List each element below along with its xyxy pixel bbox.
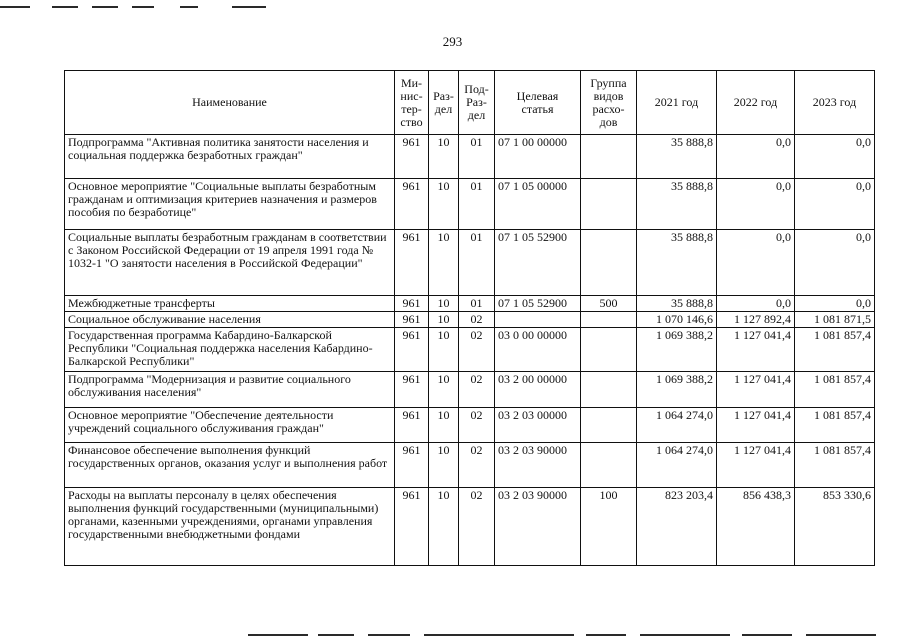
table-row — [65, 328, 875, 372]
header-section-line: Раз- — [433, 88, 454, 103]
row-section: 10 — [429, 296, 459, 312]
row-2022: 0,0 — [717, 296, 795, 312]
table-row — [65, 488, 875, 566]
header-ministry-line: нис- — [400, 88, 423, 103]
table-row — [65, 179, 875, 230]
header-ministry-line: ство — [400, 114, 423, 129]
row-2021: 1 069 388,2 — [637, 328, 717, 372]
table-row — [65, 312, 875, 328]
row-section: 10 — [429, 488, 459, 566]
row-2022: 0,0 — [717, 230, 795, 296]
header-target-line: Целевая — [516, 88, 559, 103]
row-section: 10 — [429, 312, 459, 328]
row-expense-group — [581, 312, 637, 328]
row-expense-group — [581, 135, 637, 179]
header-ministry — [395, 71, 429, 135]
header-target-line: статья — [521, 101, 554, 116]
row-ministry: 961 — [395, 443, 429, 488]
row-2022: 1 127 041,4 — [717, 328, 795, 372]
row-2023: 0,0 — [795, 179, 875, 230]
row-section: 10 — [429, 408, 459, 443]
header-subsection-line: Раз- — [466, 95, 487, 109]
row-2021: 35 888,8 — [637, 296, 717, 312]
row-subsection: 01 — [459, 296, 495, 312]
row-ministry: 961 — [395, 328, 429, 372]
row-expense-group — [581, 443, 637, 488]
row-2021: 1 070 146,6 — [637, 312, 717, 328]
scan-artifact-top — [232, 6, 266, 8]
row-ministry: 961 — [395, 296, 429, 312]
row-2023: 1 081 857,4 — [795, 372, 875, 408]
header-subsection-line: Под- — [464, 82, 489, 96]
row-2022: 856 438,3 — [717, 488, 795, 566]
row-target: 07 1 05 00000 — [495, 179, 581, 230]
row-target: 03 2 00 00000 — [495, 372, 581, 408]
row-2022: 1 127 041,4 — [717, 408, 795, 443]
row-expense-group — [581, 179, 637, 230]
row-expense-group: 500 — [581, 296, 637, 312]
header-section — [429, 71, 459, 135]
row-target: 07 1 00 00000 — [495, 135, 581, 179]
row-2023: 853 330,6 — [795, 488, 875, 566]
row-name: Финансовое обеспечение выполнения функций государственных органов, оказания услуг и выполнения работ — [65, 443, 395, 488]
scan-artifact-bottom — [424, 634, 574, 636]
row-2023: 1 081 857,4 — [795, 408, 875, 443]
row-2022: 0,0 — [717, 179, 795, 230]
row-2023: 1 081 871,5 — [795, 312, 875, 328]
table-row — [65, 443, 875, 488]
row-2023: 0,0 — [795, 230, 875, 296]
row-2022: 0,0 — [717, 135, 795, 179]
table-row — [65, 135, 875, 179]
header-subsection-line: дел — [467, 108, 486, 122]
row-subsection: 02 — [459, 328, 495, 372]
row-expense-group: 100 — [581, 488, 637, 566]
row-2023: 0,0 — [795, 135, 875, 179]
row-2021: 35 888,8 — [637, 230, 717, 296]
scan-artifact-bottom — [806, 634, 876, 636]
row-subsection: 01 — [459, 135, 495, 179]
table-row — [65, 372, 875, 408]
row-ministry: 961 — [395, 135, 429, 179]
row-ministry: 961 — [395, 312, 429, 328]
row-2021: 35 888,8 — [637, 135, 717, 179]
row-subsection: 02 — [459, 443, 495, 488]
scan-artifact-bottom — [248, 634, 308, 636]
row-2022: 1 127 892,4 — [717, 312, 795, 328]
row-section: 10 — [429, 135, 459, 179]
row-2022: 1 127 041,4 — [717, 443, 795, 488]
header-2022: 2022 год — [717, 71, 795, 135]
row-name: Социальные выплаты безработным гражданам в соответствии с Законом Российской Федерации от 19 апреля 1991 года № 1032-1 "О занятости населения в Российской Федерации" — [65, 230, 395, 296]
row-section: 10 — [429, 328, 459, 372]
row-name: Подпрограмма "Активная политика занятости населения и социальная поддержка безработных граждан" — [65, 135, 395, 179]
row-target: 03 2 03 90000 — [495, 443, 581, 488]
row-name: Подпрограмма "Модернизация и развитие социального обслуживания населения" — [65, 372, 395, 408]
budget-table — [64, 70, 875, 566]
row-subsection: 01 — [459, 230, 495, 296]
row-ministry: 961 — [395, 372, 429, 408]
row-2021: 823 203,4 — [637, 488, 717, 566]
scan-artifact-bottom — [742, 634, 792, 636]
scan-artifact-top — [92, 6, 118, 8]
scan-artifact-bottom — [368, 634, 410, 636]
row-subsection: 02 — [459, 312, 495, 328]
table-row — [65, 408, 875, 443]
table-row — [65, 230, 875, 296]
row-ministry: 961 — [395, 408, 429, 443]
row-expense-group — [581, 230, 637, 296]
row-ministry: 961 — [395, 230, 429, 296]
row-section: 10 — [429, 443, 459, 488]
row-expense-group — [581, 328, 637, 372]
header-subsection — [459, 71, 495, 135]
row-name: Социальное обслуживание населения — [65, 312, 395, 328]
scan-artifact-top — [180, 6, 198, 8]
header-expense-group-line: расхо- — [592, 101, 625, 116]
row-name: Межбюджетные трансферты — [65, 296, 395, 312]
row-subsection: 02 — [459, 372, 495, 408]
row-name: Расходы на выплаты персоналу в целях обеспечения выполнения функций государственными (муниципальными) органами, казенными учреждениями, органами управления государственными внебюджетными фондами — [65, 488, 395, 566]
row-2021: 1 064 274,0 — [637, 443, 717, 488]
row-subsection: 02 — [459, 488, 495, 566]
header-target — [495, 71, 581, 135]
scan-artifact-bottom — [318, 634, 354, 636]
table-row — [65, 296, 875, 312]
header-2023: 2023 год — [795, 71, 875, 135]
row-2021: 1 064 274,0 — [637, 408, 717, 443]
header-expense-group-line: видов — [593, 88, 624, 103]
header-2021: 2021 год — [637, 71, 717, 135]
row-2022: 1 127 041,4 — [717, 372, 795, 408]
page-number: 293 — [442, 34, 463, 49]
row-name: Государственная программа Кабардино-Балкарской Республики "Социальная поддержка населения Кабардино-Балкарской Республики" — [65, 328, 395, 372]
row-subsection: 01 — [459, 179, 495, 230]
row-target: 03 0 00 00000 — [495, 328, 581, 372]
row-expense-group — [581, 372, 637, 408]
row-target: 07 1 05 52900 — [495, 230, 581, 296]
row-2023: 1 081 857,4 — [795, 443, 875, 488]
header-expense-group-line: дов — [599, 114, 618, 129]
row-section: 10 — [429, 179, 459, 230]
row-ministry: 961 — [395, 179, 429, 230]
row-ministry: 961 — [395, 488, 429, 566]
table-header-row — [65, 71, 875, 135]
scan-artifact-top — [132, 6, 154, 8]
row-name: Основное мероприятие "Обеспечение деятельности учреждений социального обслуживания граждан" — [65, 408, 395, 443]
header-ministry-line: Ми- — [400, 75, 423, 90]
header-expense-group-line: Группа — [590, 75, 627, 90]
header-section-line: дел — [434, 101, 453, 116]
scan-artifact-bottom — [586, 634, 626, 636]
header-name: Наименование — [65, 71, 395, 135]
row-2021: 35 888,8 — [637, 179, 717, 230]
row-name: Основное мероприятие "Социальные выплаты безработным гражданам и оптимизация критериев назначения и размеров пособия по безработице" — [65, 179, 395, 230]
row-target — [495, 312, 581, 328]
row-target: 03 2 03 00000 — [495, 408, 581, 443]
scan-artifact-top — [0, 6, 30, 8]
scan-artifact-top — [52, 6, 78, 8]
header-ministry-line: тер- — [401, 101, 422, 116]
row-2023: 0,0 — [795, 296, 875, 312]
row-expense-group — [581, 408, 637, 443]
row-target: 07 1 05 52900 — [495, 296, 581, 312]
row-subsection: 02 — [459, 408, 495, 443]
scan-artifact-bottom — [640, 634, 730, 636]
header-expense-group — [581, 71, 637, 135]
row-2023: 1 081 857,4 — [795, 328, 875, 372]
row-section: 10 — [429, 230, 459, 296]
row-target: 03 2 03 90000 — [495, 488, 581, 566]
row-2021: 1 069 388,2 — [637, 372, 717, 408]
row-section: 10 — [429, 372, 459, 408]
